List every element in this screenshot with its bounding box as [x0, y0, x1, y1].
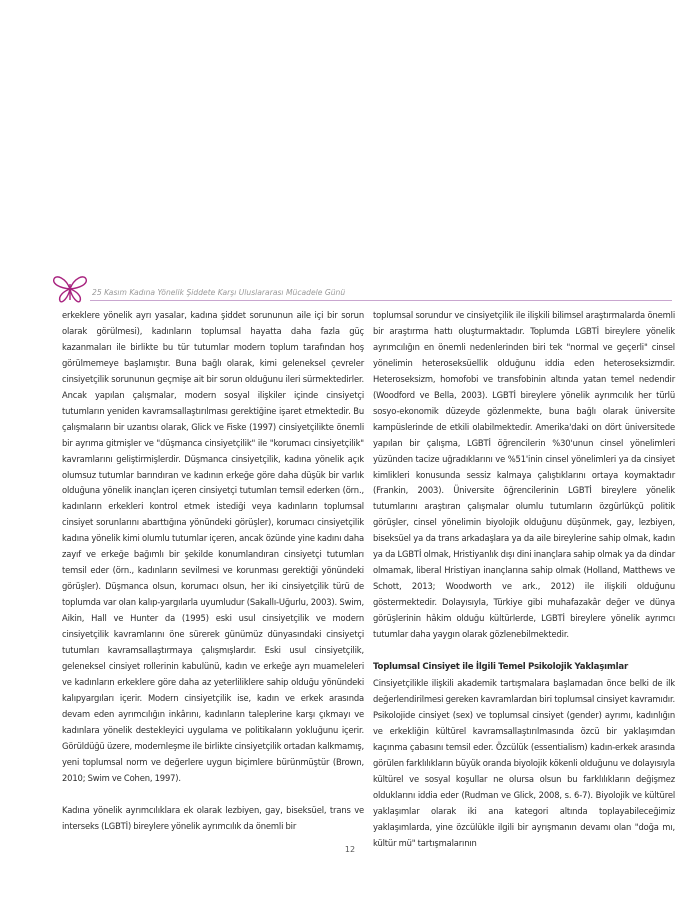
right-column	[373, 308, 675, 851]
left-column	[62, 308, 364, 835]
right-paragraph-2: Cinsiyetçilikle ilişkili akademik tartışmalara başlamadan önce belki de ilk değerlendirilmesi gereken kavramlardan biri toplumsal cinsiyet kavramıdır. Psikolojide cinsiyet (sex) ve toplumsal cinsiyet (gender) ayrımı, kadınlığın ve erkekliğin kültürel kavramsallaştırılmasında özcü bir yaklaşımdan kaçınma çabasını temsil eder. Özcülük (essentialism) kadın-erkek arasında görülen farklılıkların büyük oranda biyolojik kökenli olduğunu ve dolayısıyla kültürel ve sosyal koşullar ne olursa olsun bu farklılıkların değişmez olduklarını iddia eder (Rudman ve Glick, 2008, s. 6-7). Biyolojik ve kültürel yaklaşımlar olarak iki ana kategori altında toplayabileceğimiz yaklaşımlarda, yine özcülükle ilgili bir ayrışmanın devamı olan "doğa mı, kültür mü" tartışmalarının	[373, 677, 675, 848]
section-heading: Toplumsal Cinsiyet ile İlgili Temel Psikolojik Yaklaşımlar	[373, 662, 629, 673]
running-header	[52, 274, 672, 304]
header-title: 25 Kasım Kadına Yönelik Şiddete Karşı Uluslararası Mücadele Günü	[92, 288, 346, 297]
right-paragraph-1: toplumsal sorundur ve cinsiyetçilik ile ilişkili bilimsel araştırmalarda önemli bir araştırma hattı oluşturmaktadır. Toplumda LGBTİ bireylere yönelik ayrımcılığın en önemli nedenlerinden biri tek "normal ve geçerli" cinsel yönelimin heteroseksüellik olduğunu iddia eden heteroseksizmdir. Heteroseksizm, homofobi ve transfobinin altında yatan temel nedendir (Woodford ve Bella, 2003). LGBTİ bireylere yönelik ayrımcılık her türlü sosyo-ekonomik düzeyde gözlenmekte, buna bağlı olarak üniversite kampüslerinde de etkili olabilmektedir. Amerika'daki on dört üniversitede yapılan bir çalışma, LGBTİ öğrencilerin %30'unun cinsel yönelimleri yüzünden tacize uğradıklarını ve %51'inin cinsel yönelimleri ya da cinsiyet kimlikleri konusunda sessiz kalmaya çalıştıklarını ortaya koymaktadır (Frankin, 2003). Üniversite öğrencilerinin LGBTİ bireylere yönelik tutumlarını araştıran çalışmalar olumlu tutumların özgürlükçü politik görüşler, cinsel yönelimin biyolojik olduğunu düşünmek, gay, lezbiyen, biseksüel ya da trans arkadaşlara ya da aile bireylerine sahip olmak, kadın ya da LGBTİ olmak, Hristiyanlık dışı dini inançlara sahip olmak ya da dindar olmamak, liberal Hristiyan inançlarına sahip olmak (Holland, Matthews ve Schott, 2013; Woodworth ve ark., 2012) ile ilişkili olduğunu göstermektedir. Dolayısıyla, Türkiye gibi muhafazakâr değer ve dünya görüşlerinin hâkim olduğu kültürlerde, LGBTİ bireylere yönelik ayrımcı tutumlar daha yaygın olarak gözlenebilmektedir.	[373, 310, 675, 640]
left-paragraph-2: Kadına yönelik ayrımcılıklara ek olarak lezbiyen, gay, biseksüel, trans ve interseks (LGBTİ) bireylere yönelik ayrımcılık da önemli bir	[62, 804, 364, 831]
header-divider	[90, 300, 672, 301]
left-paragraph-1: erkeklere yönelik ayrı yasalar, kadına şiddet sorununun aile içi bir sorun olarak görülmesi), kadınların toplumsal hayatta daha fazla güç kazanmaları ile birlikte bu tür tutumlar modern toplum tarafından hoş görülmemeye başlamıştır. Buna bağlı olarak, kimi geleneksel çevreler cinsiyetçilik sorununun geçmişe ait bir sorun olduğunu ileri sürmektedirler. Ancak yapılan çalışmalar, modern sosyal ilişkiler içinde cinsiyetçi tutumların yeniden kavramsallaştırılması gerektiğine işaret etmektedir. Bu çalışmaların bir uzantısı olarak, Glick ve Fiske (1997) cinsiyetçilikte önemli bir ayrıma gitmişler ve "düşmanca cinsiyetçilik" ile "korumacı cinsiyetçilik" kavramlarını geliştirmişlerdir. Düşmanca cinsiyetçilik, kadına yönelik açık olumsuz tutumlar barındıran ve kadının erkeğe göre daha düşük bir varlık olduğuna yönelik inançları içeren cinsiyetçi tutumları temsil ederken (örn., kadınların erkekleri kontrol etmek istediği veya kadınların toplumsal cinsiyet sorunlarını abarttığına yönündeki görüşler), korumacı cinsiyetçilik kadına yönelik kimi olumlu tutumlar içeren, ancak özünde yine kadını daha zayıf ve erkeğe bağımlı bir şekilde konumlandıran cinsiyetçi tutumları temsil eder (örn., kadınların sevilmesi ve korunması gerektiği yönündeki görüşler). Düşmanca olsun, korumacı olsun, her iki cinsiyetçilik türü de toplumda var olan kalıp-yargılarla uyumludur (Sakallı-Uğurlu, 2003). Swim, Aikin, Hall ve Hunter da (1995) eski usul cinsiyetçilik ve modern cinsiyetçilik kavramlarını öne sürerek günümüz dünyasındaki cinsiyetçi tutumları kavramsallaştırmaya çalışmışlardır. Eski usul cinsiyetçilik, geleneksel cinsiyet rollerinin kabulünü, kadın ve erkeğe ayrı muameleleri ve kadınların erkeklere göre daha az yeterliliklere sahip olduğu yönündeki kalıpyargıları içerir. Modern cinsiyetçilik ise, kadın ve erkek arasında devam eden ayrımcılığın inkârını, kadınların taleplerine karşı çıkmayı ve kadınlara yönelik destekleyici uygulama ve politikaların yokluğunu içerir. Görüldüğü üzere, modernleşme ile birlikte cinsiyetçilik ortadan kalkmamış, yeni toplumsal norm ve değerlere uygun biçimlere bürünmüştür (Brown, 2010; Swim ve Cohen, 1997).	[62, 310, 364, 783]
page-number: 12	[344, 845, 356, 854]
butterfly-icon	[52, 274, 88, 304]
